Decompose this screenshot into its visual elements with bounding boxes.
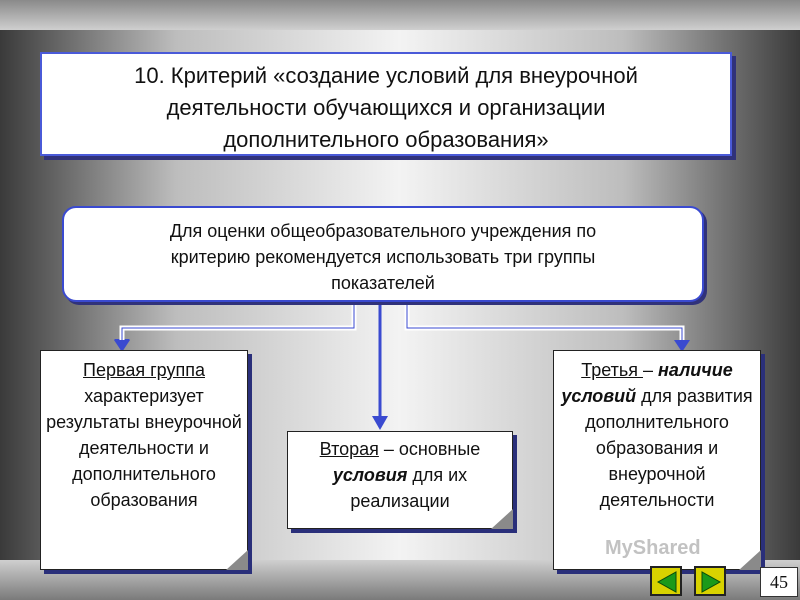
watermark-logo: MyShared xyxy=(605,537,701,559)
intro-box: Для оценки общеобразовательного учреждения по критерию рекомендуется использовать три группы показателей xyxy=(62,206,704,302)
group-third-emph: наличие условий xyxy=(561,360,733,406)
group-second-emph: условия xyxy=(332,465,408,485)
group-card-second xyxy=(287,431,513,529)
criterion-title: 10. Критерий «создание условий для внеурочной деятельности обучающихся и организации дополнительного образования» xyxy=(40,52,732,156)
group-third-text: для развития дополнительного образования и внеурочной деятельности xyxy=(585,386,753,510)
group-second-lead: Вторая xyxy=(319,439,379,459)
group-first-text: характеризует результаты внеурочной деятельности и дополнительного образования xyxy=(46,386,242,510)
page-fold xyxy=(491,509,513,529)
arrow-center-head xyxy=(372,416,388,430)
group-second-text: для их реализации xyxy=(350,465,468,511)
triangle-left-icon xyxy=(656,571,678,593)
page-fold xyxy=(739,550,761,570)
page-number: 45 xyxy=(760,567,798,597)
page-fold xyxy=(226,550,248,570)
group-third-sep: – xyxy=(642,360,658,380)
group-second-sep: – основные xyxy=(378,439,481,459)
group-card-first xyxy=(40,350,248,570)
next-slide-button[interactable] xyxy=(694,566,726,596)
triangle-right-icon xyxy=(700,571,722,593)
group-first-lead: Первая группа xyxy=(83,360,205,380)
previous-slide-button[interactable] xyxy=(650,566,682,596)
group-third-lead: Третья xyxy=(581,360,643,380)
